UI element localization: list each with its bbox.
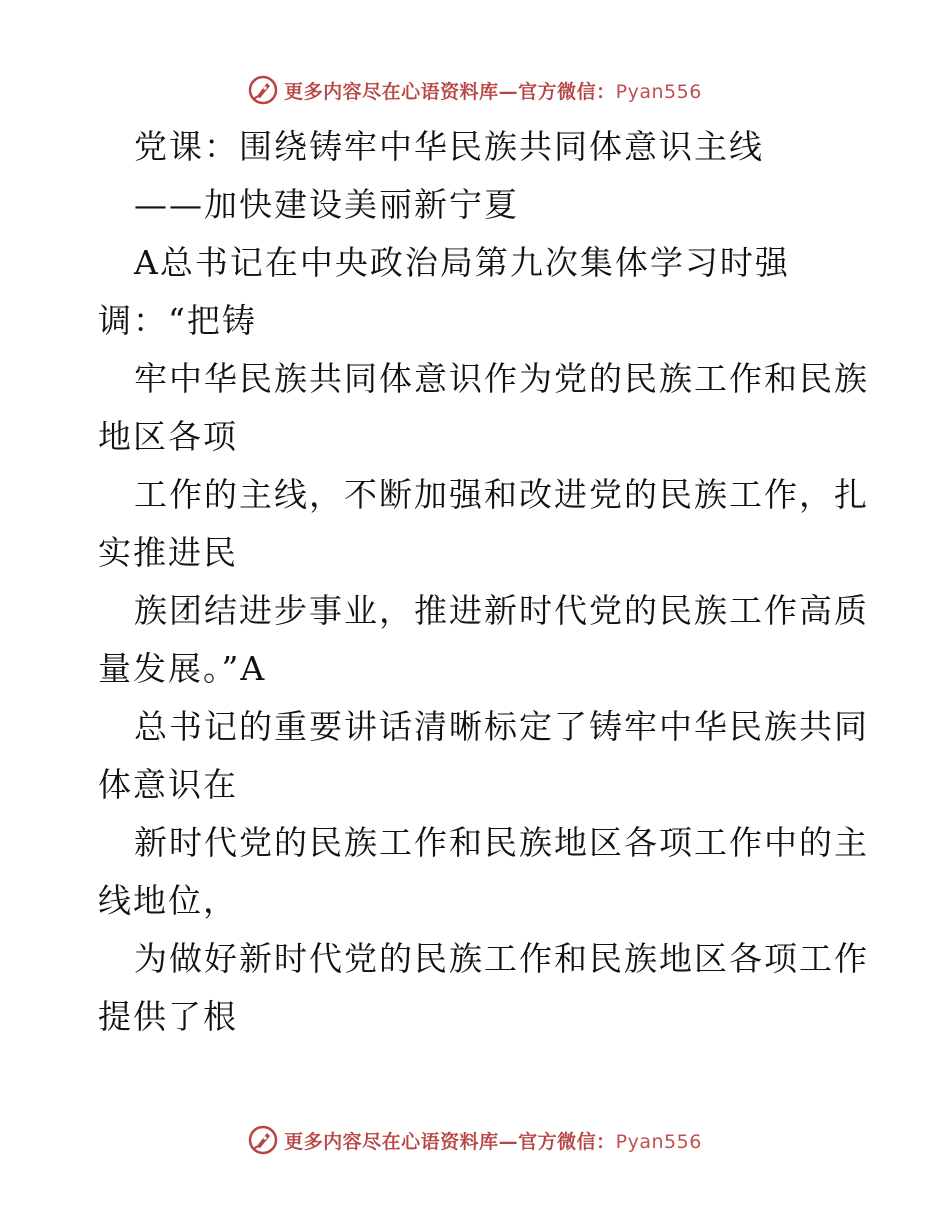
paragraph-line: 牢中华民族共同体意识作为党的民族工作和民族 [134,359,869,398]
paragraph-line: 族团结进步事业，推进新时代党的民族工作高质 [134,591,869,630]
paragraph-line: A总书记在中央政治局第九次集体学习时强 [134,243,790,282]
paragraph-line: 量发展。”A [98,649,267,688]
document-body [98,118,869,1046]
document-subtitle: ——加快建设美丽新宁夏 [134,185,519,224]
footer-banner-text [284,1127,702,1154]
paragraph-line: 总书记的重要讲话清晰标定了铸牢中华民族共同 [134,707,869,746]
paragraph-line: 为做好新时代党的民族工作和民族地区各项工作 [134,939,869,978]
document-title: 党课：围绕铸牢中华民族共同体意识主线 [134,127,764,166]
footer-watermark-banner [0,1120,950,1160]
header-banner-text [284,77,702,104]
paragraph-line: 提供了根 [98,997,238,1036]
pen-nib-logo-icon [248,75,278,105]
pen-nib-logo-icon [248,1125,278,1155]
footer-wechat-id: Pyan556 [615,1130,702,1153]
paragraph-line: 线地位， [98,881,238,920]
paragraph-line: 体意识在 [98,765,238,804]
paragraph-line: 工作的主线，不断加强和改进党的民族工作，扎 [134,475,869,514]
paragraph-line: 地区各项 [98,417,238,456]
paragraph-line: 调：“把铸 [98,301,257,340]
header-banner-label: 更多内容尽在心语资料库—官方微信： [284,80,616,103]
paragraph-line: 实推进民 [98,533,238,572]
header-watermark-banner [0,70,950,110]
header-wechat-id: Pyan556 [615,80,702,103]
footer-banner-label: 更多内容尽在心语资料库—官方微信： [284,1130,616,1153]
paragraph-line: 新时代党的民族工作和民族地区各项工作中的主 [134,823,869,862]
